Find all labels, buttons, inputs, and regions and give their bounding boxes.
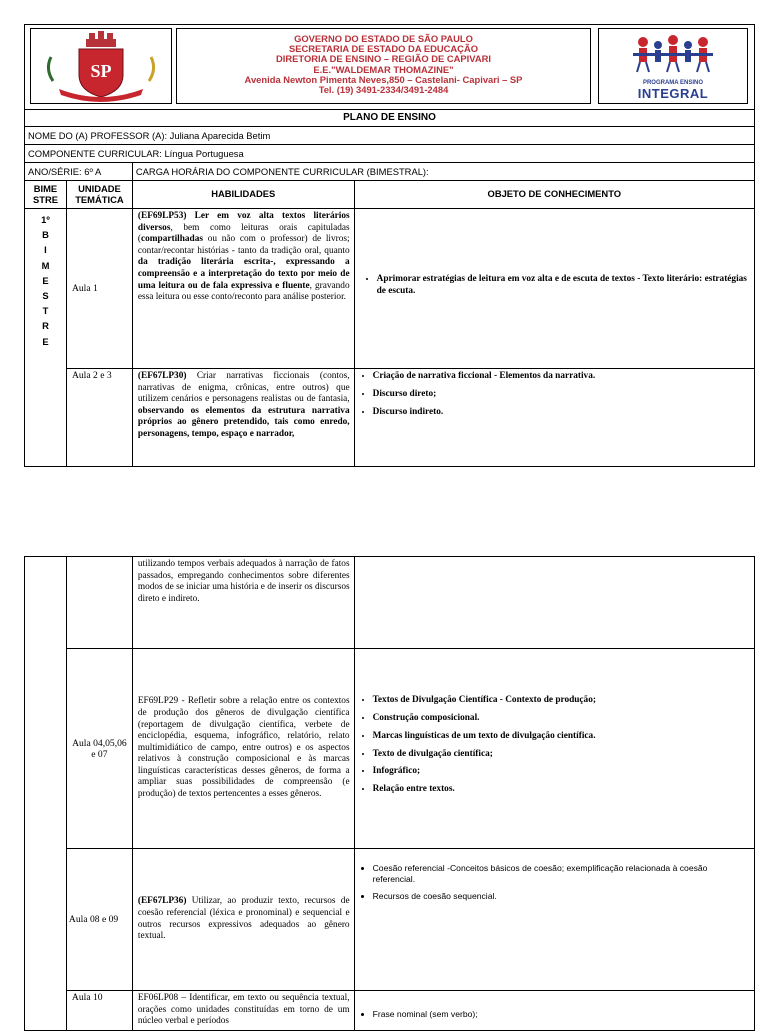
curricular-component: COMPONENTE CURRICULAR: Língua Portuguesa [25,145,755,163]
column-header-unidade: UNIDADE TEMÁTICA [66,181,132,209]
skill-code: (EF67LP36) [137,896,187,907]
bimestre-letter: E [42,335,49,347]
bimestre-letter: B [42,229,49,241]
bimestre-label [25,209,67,467]
column-header-bimestre: BIME STRE [25,181,67,209]
knowledge-item: • Texto de divulgação científica; [373,749,754,761]
logo-caption-big: INTEGRAL [637,86,709,101]
bimestre-letter: M [41,259,50,271]
grade-year: ANO/SÉRIE: 6º A [25,163,133,181]
svg-text:SP: SP [90,61,112,81]
lesson-plan-table-page-2 [24,556,755,1031]
knowledge-item: • Discurso direto; [373,389,754,401]
knowledge-item: • Recursos de coesão sequencial. [373,891,744,902]
integral-logo-box [598,28,748,104]
header-line: E.E."WALDEMAR THOMAZINE" [313,63,454,75]
lesson-plan-table-page-1 [24,24,755,467]
skill-text: EF06LP08 – Identificar, em texto ou sequência textual, orações como unidades constituídas em torno de um núcleo verbal e períodos [132,991,354,1031]
knowledge-objects [354,649,754,849]
teacher-name: NOME DO (A) PROFESSOR (A): Juliana Aparecida Betim [25,127,755,145]
knowledge-item: • Infográfico; [373,766,754,778]
skill-description: Utilizar, ao produzir texto, recursos de coesão referencial (léxica e pronominal) e sequencial e outros recursos expressivos adequados ao gênero textual. [137,896,350,942]
knowledge-item: • Relação entre textos. [373,784,754,796]
bimestre-letter: 1º [41,214,50,225]
skill-text: (EF69LP53) Ler em voz alta textos literários diversos, bem como leituras orais capituladas (compartilhadas ou não com o professor) de livros; contar/recontar histórias - tanto da tradição oral, quanto da tradição literária escrita-, expressando a compreensão e a interpretação do texto por meio de uma leitura ou de fala expressiva e fluente, gravando essa leitura ou esse conto/reconto para análise posterior. [132,209,354,369]
knowledge-item: • Construção composicional. [373,713,754,725]
knowledge-objects [354,209,754,369]
knowledge-item: • Criação de narrativa ficcional - Elementos da narrativa. [373,371,754,383]
knowledge-objects-empty [354,557,754,649]
knowledge-objects [354,991,754,1031]
state-crest-box [30,28,172,104]
page-one [24,24,755,467]
unit-label: Aula 1 [66,209,132,369]
knowledge-item: • Discurso indireto. [373,407,754,419]
knowledge-item: • Frase nominal (sem verbo); [373,1009,754,1021]
skill-text: (EF67LP30) Criar narrativas ficcionais (contos, narrativas de enigma, crônicas, entre outros) que utilizem cenários e personagens realistas ou de fantasia, observando os elementos da estrutura narrativa próprios ao gênero pretendido, tais como enredo, personagens, tempo, espaço e narrador, [132,369,354,467]
workload: CARGA HORÁRIA DO COMPONENTE CURRICULAR (BIMESTRAL): [132,163,754,181]
document-title: PLANO DE ENSINO [25,110,755,127]
header-line: DIRETORIA DE ENSINO – REGIÃO DE CAPIVARI [276,53,491,65]
knowledge-item: • Textos de Divulgação Científica - Contexto de produção; [373,695,754,707]
knowledge-item: • Marcas linguísticas de um texto de divulgação científica. [373,731,754,743]
header-line: SECRETARIA DE ESTADO DA EDUCAÇÃO [288,43,479,55]
page-two [24,556,755,1031]
knowledge-objects [354,849,754,991]
unit-label-empty [66,557,132,649]
letterhead-text [176,28,591,104]
skill-code: (EF67LP30) [137,371,187,381]
knowledge-item: • Aprimorar estratégias de leitura em voz alta e de escuta de textos - Texto literário: estratégias de escuta. [377,274,750,298]
skill-text: EF69LP29 - Refletir sobre a relação entre os contextos de produção dos gêneros de divulgação científica (reportagem de divulgação científica, verbete de enciclopédia, esquema, infográfico, relatório, relato multimidiático de campo, entre outros) e os aspectos relativos à construção composicional e às marcas linguísticas características desses gêneros, de forma a ampliar suas possibilidades de compreensão (e produção) de textos pertencentes a esses gêneros. [132,649,354,849]
logo-caption-small: PROGRAMA ENSINO [642,80,704,86]
bimestre-letter: T [42,305,49,317]
unit-label: Aula 10 [66,991,132,1031]
header-line: Tel. (19) 3491-2334/3491-2484 [318,84,449,96]
knowledge-objects [354,369,754,467]
sao-paulo-crest-icon [31,29,171,103]
bimestre-letter: S [42,290,49,302]
knowledge-item: • Coesão referencial -Conceitos básicos de coesão; exemplificação relacionada à coesão referencial. [373,863,744,885]
skill-text-continuation: utilizando tempos verbais adequados à narração de fatos passados, empregando conhecimentos sobre diferentes modos de se iniciar uma história e de inserir os discursos direto e indireto. [132,557,354,649]
bimestre-letter: I [44,244,47,256]
bimestre-letter: R [42,320,49,332]
bimestre-letter: E [42,274,49,286]
header-line: Avenida Newton Pimenta Neves,850 – Castelani- Capivari – SP [244,73,523,85]
column-header-objeto: OBJETO DE CONHECIMENTO [354,181,754,209]
skill-text [132,849,354,991]
bimestre-continuation [25,557,67,1031]
column-header-habilidades: HABILIDADES [132,181,354,209]
unit-label: Aula 08 e 09 [66,849,132,991]
skill-code: (EF69LP53) [137,211,187,221]
unit-label: Aula 04,05,06 e 07 [66,649,132,849]
letterhead [28,28,751,106]
unit-label: Aula 2 e 3 [66,369,132,467]
header-line: GOVERNO DO ESTADO DE SÃO PAULO [294,33,473,44]
people-group-icon [628,35,718,75]
